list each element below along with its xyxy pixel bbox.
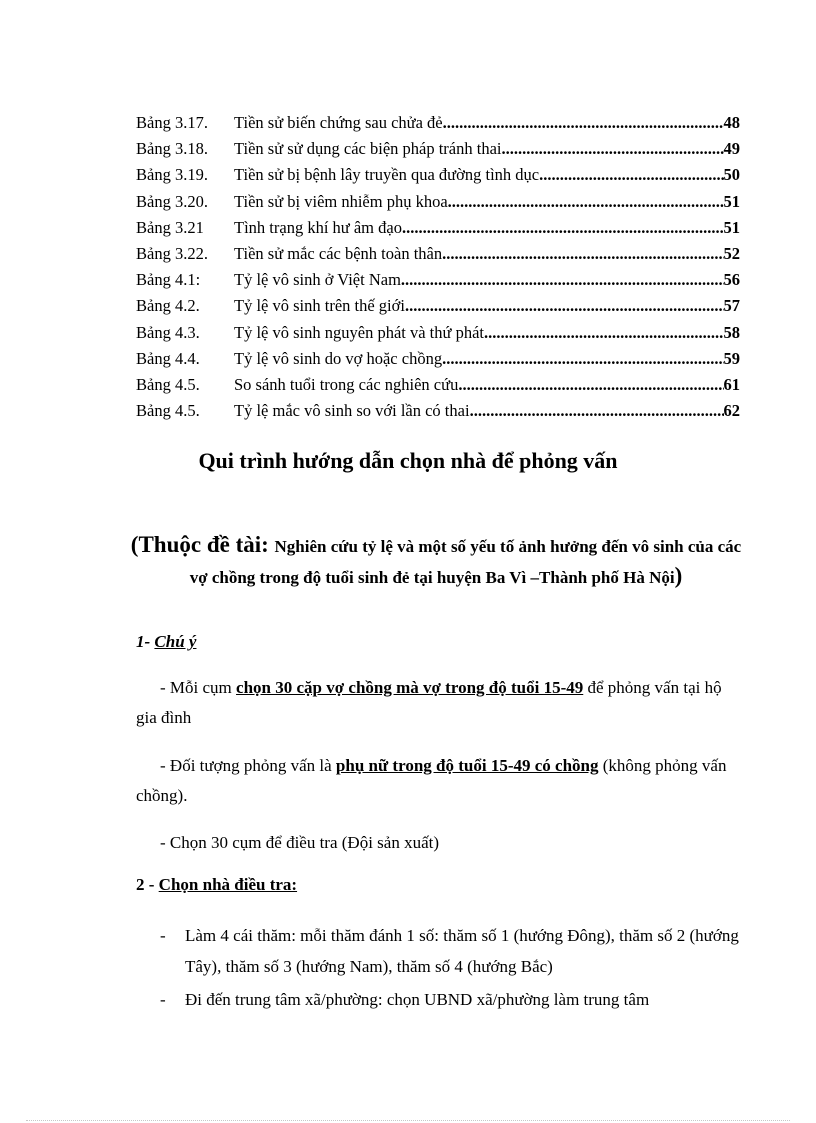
toc-page-number: 49 bbox=[723, 139, 740, 159]
toc-label: Bảng 3.19. bbox=[136, 165, 208, 185]
paragraph-interviewee bbox=[136, 751, 740, 811]
toc-entry bbox=[136, 323, 740, 349]
toc-entry bbox=[136, 192, 740, 218]
toc-page-number: 50 bbox=[723, 165, 740, 185]
section-heading-notes bbox=[136, 632, 196, 652]
toc-page-number: 62 bbox=[723, 401, 740, 421]
toc-page-number: 56 bbox=[723, 270, 740, 290]
toc-entry bbox=[136, 113, 740, 139]
toc-label: Bảng 3.17. bbox=[136, 113, 208, 132]
toc-page-number: 59 bbox=[723, 348, 740, 368]
toc-leader-dots bbox=[458, 375, 723, 395]
topic-prefix: (Thuộc đề tài: bbox=[130, 532, 275, 557]
paragraph-text: để phỏng vấn tại hộ gia đình bbox=[136, 678, 722, 727]
toc-title: Tình trạng khí hư âm đạo bbox=[234, 217, 402, 237]
toc-entry bbox=[136, 349, 740, 375]
toc-title: Tiền sử bị viêm nhiễm phụ khoa bbox=[234, 191, 448, 211]
emphasis-text: chọn 30 cặp vợ chồng mà vợ trong độ tuổi 15-49 bbox=[236, 678, 584, 697]
list-bullet: - bbox=[160, 990, 166, 1009]
toc-title: Tiền sử sử dụng các biện pháp tránh thai bbox=[234, 139, 502, 159]
toc-page-number: 58 bbox=[723, 322, 740, 342]
topic-statement bbox=[130, 530, 742, 592]
toc-label: Bảng 4.2. bbox=[136, 296, 200, 316]
toc-entry bbox=[136, 401, 740, 427]
list-bullet: - bbox=[160, 926, 166, 945]
toc-page-number: 48 bbox=[723, 113, 740, 132]
toc-leader-dots bbox=[442, 349, 723, 369]
section-heading-select-house bbox=[136, 875, 297, 895]
toc-entry bbox=[136, 270, 740, 296]
toc-leader-dots bbox=[470, 401, 724, 421]
document-title: Qui trình hướng dẫn chọn nhà để phỏng vấn bbox=[198, 448, 618, 473]
toc-leader-dots bbox=[539, 165, 723, 185]
list-item-text: Đi đến trung tâm xã/phường: chọn UBND xã/phường làm trung tâm bbox=[185, 990, 650, 1009]
toc-label: Bảng 4.5. bbox=[136, 374, 200, 394]
toc-leader-dots bbox=[501, 139, 723, 159]
toc-page-number: 52 bbox=[723, 243, 740, 263]
toc-label: Bảng 3.21 bbox=[136, 217, 204, 237]
topic-text: Nghiên cứu tỷ lệ và một số yếu tố ảnh hưởng đến vô sinh của các vợ chồng trong độ tuổi sinh đẻ tại huyện Ba Vì –Thành phố Hà Nội bbox=[189, 537, 742, 587]
toc-title: Tiền sử mắc các bệnh toàn thân bbox=[234, 243, 443, 263]
toc-label: Bảng 4.1: bbox=[136, 270, 201, 290]
toc-entry bbox=[136, 296, 740, 322]
toc-title: Tỷ lệ vô sinh trên thế giới bbox=[234, 296, 405, 316]
toc-entry bbox=[136, 165, 740, 191]
toc-entry bbox=[136, 375, 740, 401]
toc-leader-dots bbox=[443, 113, 724, 133]
toc-entry bbox=[136, 139, 740, 165]
toc-title: Tỷ lệ vô sinh do vợ hoặc chồng bbox=[234, 348, 443, 368]
toc-leader-dots bbox=[405, 296, 724, 316]
toc-label: Bảng 4.3. bbox=[136, 322, 200, 342]
paragraph-text: - Mỗi cụm bbox=[160, 678, 237, 697]
toc-page-number: 51 bbox=[723, 217, 740, 237]
toc-page-number: 51 bbox=[723, 191, 740, 211]
paragraph-cluster-selection bbox=[136, 673, 740, 733]
toc-leader-dots bbox=[442, 244, 723, 264]
section-number: 1- bbox=[136, 632, 155, 651]
toc-leader-dots bbox=[484, 323, 724, 343]
toc-leader-dots bbox=[448, 192, 724, 212]
toc-page-number: 57 bbox=[723, 296, 740, 316]
toc-title: Tỷ lệ vô sinh ở Việt Nam bbox=[234, 270, 401, 290]
list-item-text: Làm 4 cái thăm: mỗi thăm đánh 1 số: thăm số 1 (hướng Đông), thăm số 2 (hướng Tây), thăm số 3 (hướng Nam), thăm số 4 (hướng Bắc) bbox=[185, 926, 739, 976]
list-item bbox=[160, 920, 740, 982]
section-number: 2 - bbox=[136, 875, 159, 894]
toc-title: Tiền sử bị bệnh lây truyền qua đường tình dục bbox=[234, 165, 540, 185]
toc-leader-dots bbox=[401, 270, 724, 290]
section-title: Chọn nhà điều tra: bbox=[158, 875, 298, 894]
toc-entry bbox=[136, 244, 740, 270]
toc-title: Tỷ lệ mắc vô sinh so với lần có thai bbox=[234, 401, 470, 421]
toc-page-number: 61 bbox=[723, 374, 740, 394]
toc-label: Bảng 3.20. bbox=[136, 191, 208, 211]
toc-label: Bảng 4.5. bbox=[136, 401, 200, 421]
toc-label: Bảng 4.4. bbox=[136, 348, 200, 368]
list-item bbox=[160, 984, 740, 1015]
toc-title: So sánh tuổi trong các nghiên cứu bbox=[234, 374, 459, 394]
emphasis-text: phụ nữ trong độ tuổi 15-49 có chồng bbox=[335, 756, 599, 775]
toc-label: Bảng 3.18. bbox=[136, 139, 208, 159]
section-title: Chú ý bbox=[154, 632, 197, 651]
page-bottom-border bbox=[26, 1120, 790, 1121]
paragraph-text: - Đối tượng phỏng vấn là bbox=[160, 756, 336, 775]
topic-suffix: ) bbox=[674, 563, 683, 588]
toc-title: Tiền sử biến chứng sau chửa đẻ bbox=[234, 113, 443, 132]
paragraph-text: (không phỏng vấn chồng). bbox=[136, 756, 727, 805]
toc-entry bbox=[136, 218, 740, 244]
toc-leader-dots bbox=[402, 218, 724, 238]
toc-title: Tỷ lệ vô sinh nguyên phát và thứ phát bbox=[234, 322, 484, 342]
table-of-contents bbox=[136, 113, 740, 427]
paragraph-cluster-count: - Chọn 30 cụm để điều tra (Đội sản xuất) bbox=[160, 833, 440, 852]
toc-label: Bảng 3.22. bbox=[136, 243, 208, 263]
